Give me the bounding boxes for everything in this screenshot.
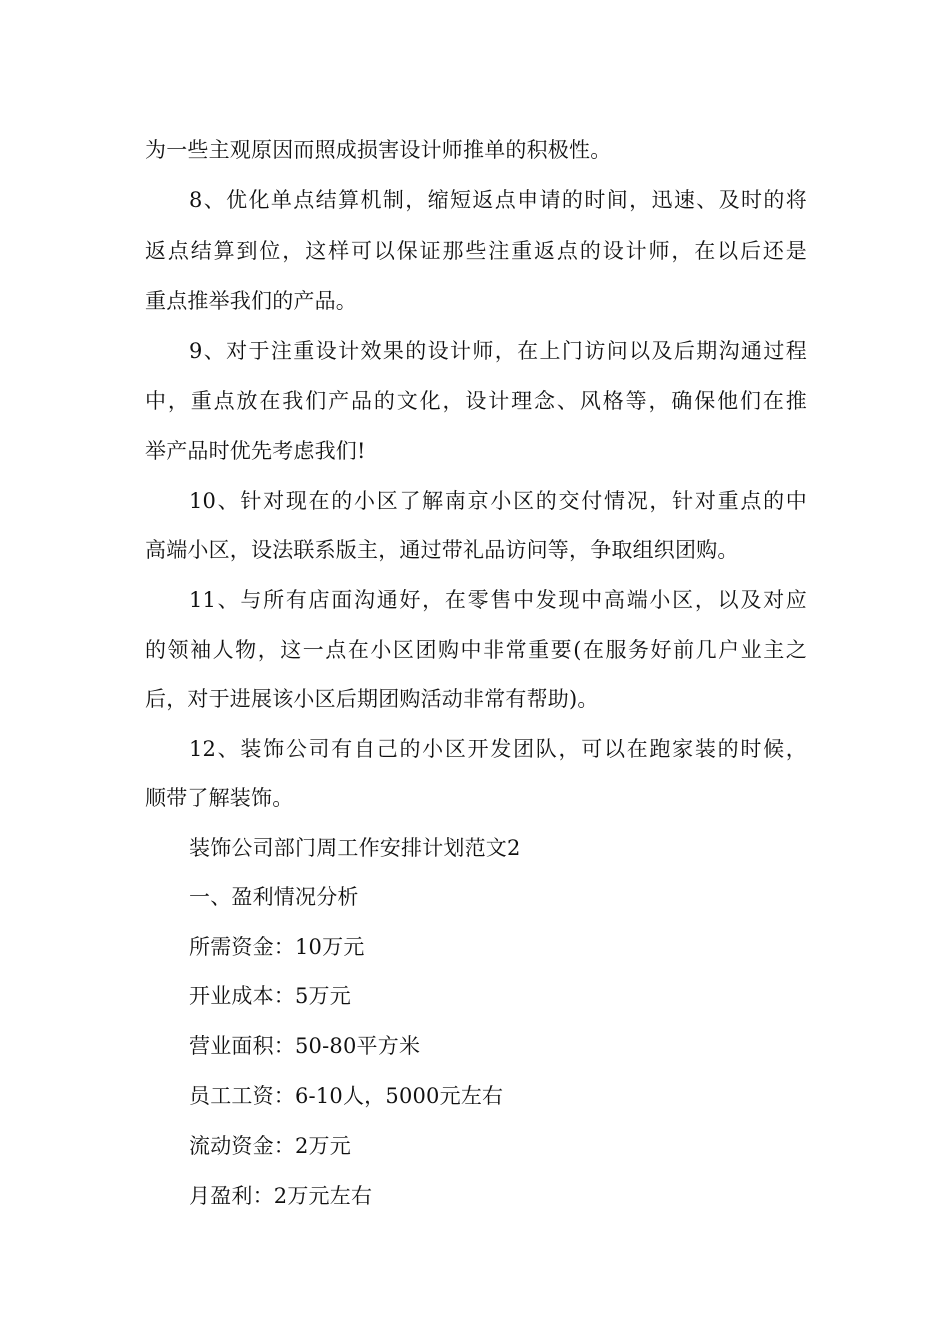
- list-item: 开业成本：5万元: [189, 984, 351, 1008]
- paragraph-line: 中，重点放在我们产品的文化，设计理念、风格等，确保他们在推: [145, 389, 807, 413]
- list-item: 月盈利：2万元左右: [189, 1184, 373, 1208]
- paragraph-line: 举产品时优先考虑我们!: [145, 439, 366, 463]
- paragraph-line: 高端小区，设法联系版主，通过带礼品访问等，争取组织团购。: [145, 538, 739, 562]
- paragraph-line: 8、优化单点结算机制，缩短返点申请的时间，迅速、及时的将: [189, 188, 807, 212]
- section-heading: 一、盈利情况分析: [189, 885, 359, 909]
- list-item: 所需资金：10万元: [189, 935, 365, 959]
- paragraph-line: 9、对于注重设计效果的设计师，在上门访问以及后期沟通过程: [189, 339, 807, 363]
- paragraph-line: 返点结算到位，这样可以保证那些注重返点的设计师，在以后还是: [145, 239, 807, 263]
- paragraph-line: 为一些主观原因而照成损害设计师推单的积极性。: [145, 138, 612, 162]
- paragraph-line: 10、针对现在的小区了解南京小区的交付情况，针对重点的中: [189, 489, 807, 513]
- section-title: 装饰公司部门周工作安排计划范文2: [189, 836, 521, 860]
- paragraph-line: 重点推举我们的产品。: [145, 289, 357, 313]
- paragraph-line: 顺带了解装饰。: [145, 786, 294, 810]
- paragraph-line: 12、装饰公司有自己的小区开发团队，可以在跑家装的时候，: [189, 737, 807, 761]
- paragraph-line: 11、与所有店面沟通好，在零售中发现中高端小区，以及对应: [189, 588, 807, 612]
- paragraph-line: 的领袖人物，这一点在小区团购中非常重要(在服务好前几户业主之: [145, 638, 807, 662]
- list-item: 员工工资：6-10人，5000元左右: [189, 1084, 504, 1108]
- list-item: 流动资金：2万元: [189, 1134, 351, 1158]
- paragraph-line: 后，对于进展该小区后期团购活动非常有帮助)。: [145, 687, 599, 711]
- list-item: 营业面积：50-80平方米: [189, 1034, 421, 1058]
